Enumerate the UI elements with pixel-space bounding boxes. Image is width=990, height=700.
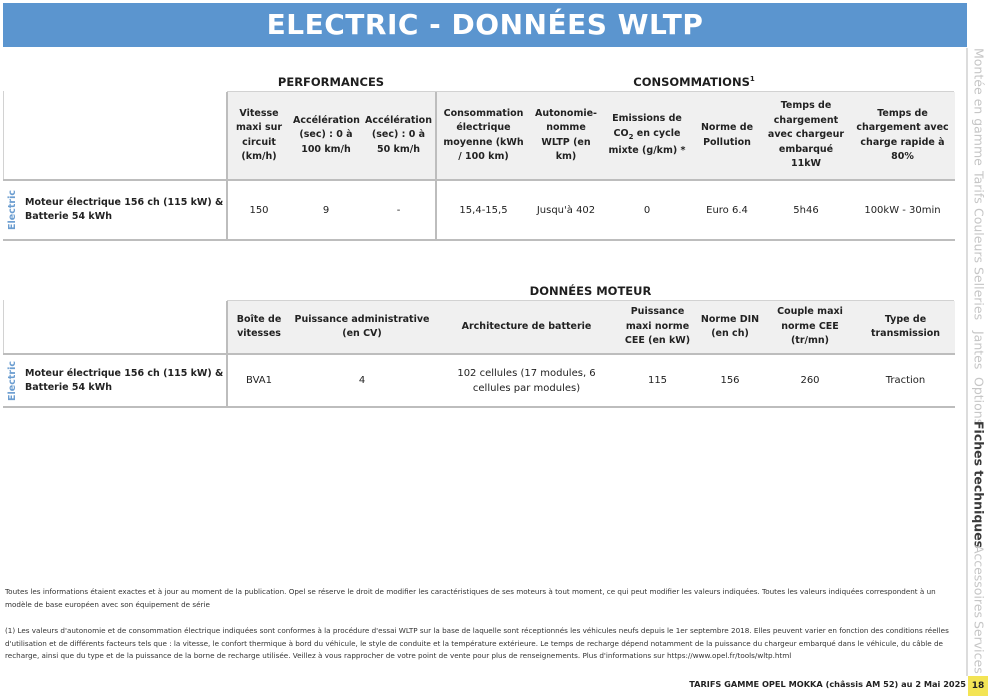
wltp-table xyxy=(3,92,955,241)
nav-item-options[interactable]: Options xyxy=(971,376,987,426)
nav-item-jantes[interactable]: Jantes xyxy=(971,330,987,370)
value-type-transmission: Traction xyxy=(856,354,955,407)
col-puissance-maxi: Puissance maxi norme CEE (en kW) xyxy=(619,301,696,354)
nav-item-couleurs[interactable]: Couleurs xyxy=(971,208,987,264)
col-architecture-batterie: Architecture de batterie xyxy=(434,301,619,354)
side-nav xyxy=(968,48,990,676)
value-puissance-administrative: 4 xyxy=(290,354,434,407)
wltp-footnote: (1) Les valeurs d'autonomie et de consommation électrique indiquées sont conformes à la procédure d'essai WLTP sur la base de laquelle sont réceptionnés les véhicules neufs depuis le 1er septembre 2018. Elles peuvent varier en fonction des conditions réelles d'utilisation et de différents facteurs tels que : la vitesse, le confort thermique à bord du véhicule, le style de conduite et la température extérieure. Le temps de recharge dépend notamment de la puissance du chargeur embarqué dans le véhicule, du câble de recharge, ainsi que du type et de la puissance de la borne de recharge utilisée. Veillez à vous rapprocher de votre point de vente pour plus de renseignements. Plus d'informations sur https://www.opel.fr/tools/wltp.html xyxy=(5,626,949,660)
value-couple-maxi: 260 xyxy=(764,354,856,407)
value-boite-vitesses: BVA1 xyxy=(227,354,290,407)
donnees-moteur-title: DONNÉES MOTEUR xyxy=(529,284,652,298)
value-acceleration-50: - xyxy=(362,180,436,240)
col-emissions-co2: Emissions de $CO_2$ en cycle mixte (g/km) * xyxy=(602,92,692,180)
value-chargement-rapide: 100kW - 30min xyxy=(850,180,955,240)
moteur-table xyxy=(3,301,955,408)
wltp-header-row xyxy=(3,92,955,180)
wltp-row-label-cell xyxy=(3,180,227,240)
nav-item-tarifs[interactable]: Tarifs xyxy=(971,170,987,204)
col-norme-pollution: Norme de Pollution xyxy=(692,92,762,180)
value-autonomie: Jusqu'à 402 xyxy=(530,180,602,240)
col-chargement-rapide: Temps de chargement avec charge rapide à 80% xyxy=(850,92,955,180)
moteur-header-corner xyxy=(3,301,227,354)
col-norme-din: Norme DIN (en ch) xyxy=(696,301,764,354)
value-consommation: 15,4-15,5 xyxy=(436,180,530,240)
wltp-data-row xyxy=(3,180,955,240)
nav-item-fiches-techniques[interactable]: Fiches techniques xyxy=(971,421,987,549)
col-consommation: Consommation électrique moyenne (kWh / 100 km) xyxy=(436,92,530,180)
col-puissance-administrative: Puissance administrative (en CV) xyxy=(290,301,434,354)
footer-text: TARIFS GAMME OPEL MOKKA (châssis AM 52) au 2 Mai 2025 xyxy=(689,679,966,689)
col-acceleration-100: Accélération (sec) : 0 à 100 km/h xyxy=(290,92,362,180)
value-norme-din: 156 xyxy=(696,354,764,407)
value-norme-pollution: Euro 6.4 xyxy=(692,180,762,240)
nav-item-selleries[interactable]: Selleries xyxy=(971,267,987,321)
consommations-title-text: CONSOMMATIONS xyxy=(633,75,750,89)
col-couple-maxi: Couple maxi norme CEE (tr/mn) xyxy=(764,301,856,354)
value-architecture-batterie: 102 cellules (17 modules, 6 cellules par modules) xyxy=(434,354,619,407)
nav-item-accessoires[interactable]: Accessoires xyxy=(971,544,987,618)
value-chargement-11kw: 5h46 xyxy=(762,180,850,240)
col-acceleration-50: Accélération (sec) : 0 à 50 km/h xyxy=(362,92,436,180)
page-title-banner: ELECTRIC - DONNÉES WLTP xyxy=(3,3,967,47)
moteur-data-row xyxy=(3,354,955,407)
performances-title: PERFORMANCES xyxy=(277,75,385,89)
col-chargement-11kw: Temps de chargement avec chargeur embarqué 11kW xyxy=(762,92,850,180)
row-tag-electric: Electric xyxy=(7,360,18,401)
page-number-badge: 18 xyxy=(968,676,988,696)
value-puissance-maxi: 115 xyxy=(619,354,696,407)
consommations-title xyxy=(434,75,954,89)
moteur-row-label-cell xyxy=(3,354,227,407)
nav-item-montee-en-gamme[interactable]: Montée en gamme xyxy=(971,48,987,166)
col-boite-vitesses: Boîte de vitesses xyxy=(227,301,290,354)
consommations-footnote-marker: 1 xyxy=(749,75,755,83)
wltp-header-corner xyxy=(3,92,227,180)
row-tag-electric: Electric xyxy=(7,190,18,230)
col-type-transmission: Type de transmission xyxy=(856,301,955,354)
moteur-header-row xyxy=(3,301,955,354)
value-emissions-co2: 0 xyxy=(602,180,692,240)
col-autonomie: Autonomie-nomme WLTP (en km) xyxy=(530,92,602,180)
value-acceleration-100: 9 xyxy=(290,180,362,240)
moteur-row-label: Moteur électrique 156 ch (115 kW) & Batterie 54 kWh xyxy=(25,367,224,393)
col-vitesse-maxi: Vitesse maxi sur circuit (km/h) xyxy=(227,92,290,180)
wltp-row-label: Moteur électrique 156 ch (115 kW) & Batterie 54 kWh xyxy=(25,197,224,222)
nav-item-services[interactable]: Services xyxy=(971,620,987,674)
value-vitesse-maxi: 150 xyxy=(227,180,290,240)
disclaimer-note: Toutes les informations étaient exactes et à jour au moment de la publication. Opel se réserve le droit de modifier les caractéristiques de ses moteurs à tout moment, ce qui peut modifier les valeurs indiquées. Toutes les valeurs indiquées correspondent à un modèle de base européen avec son équipement de série xyxy=(5,587,936,609)
